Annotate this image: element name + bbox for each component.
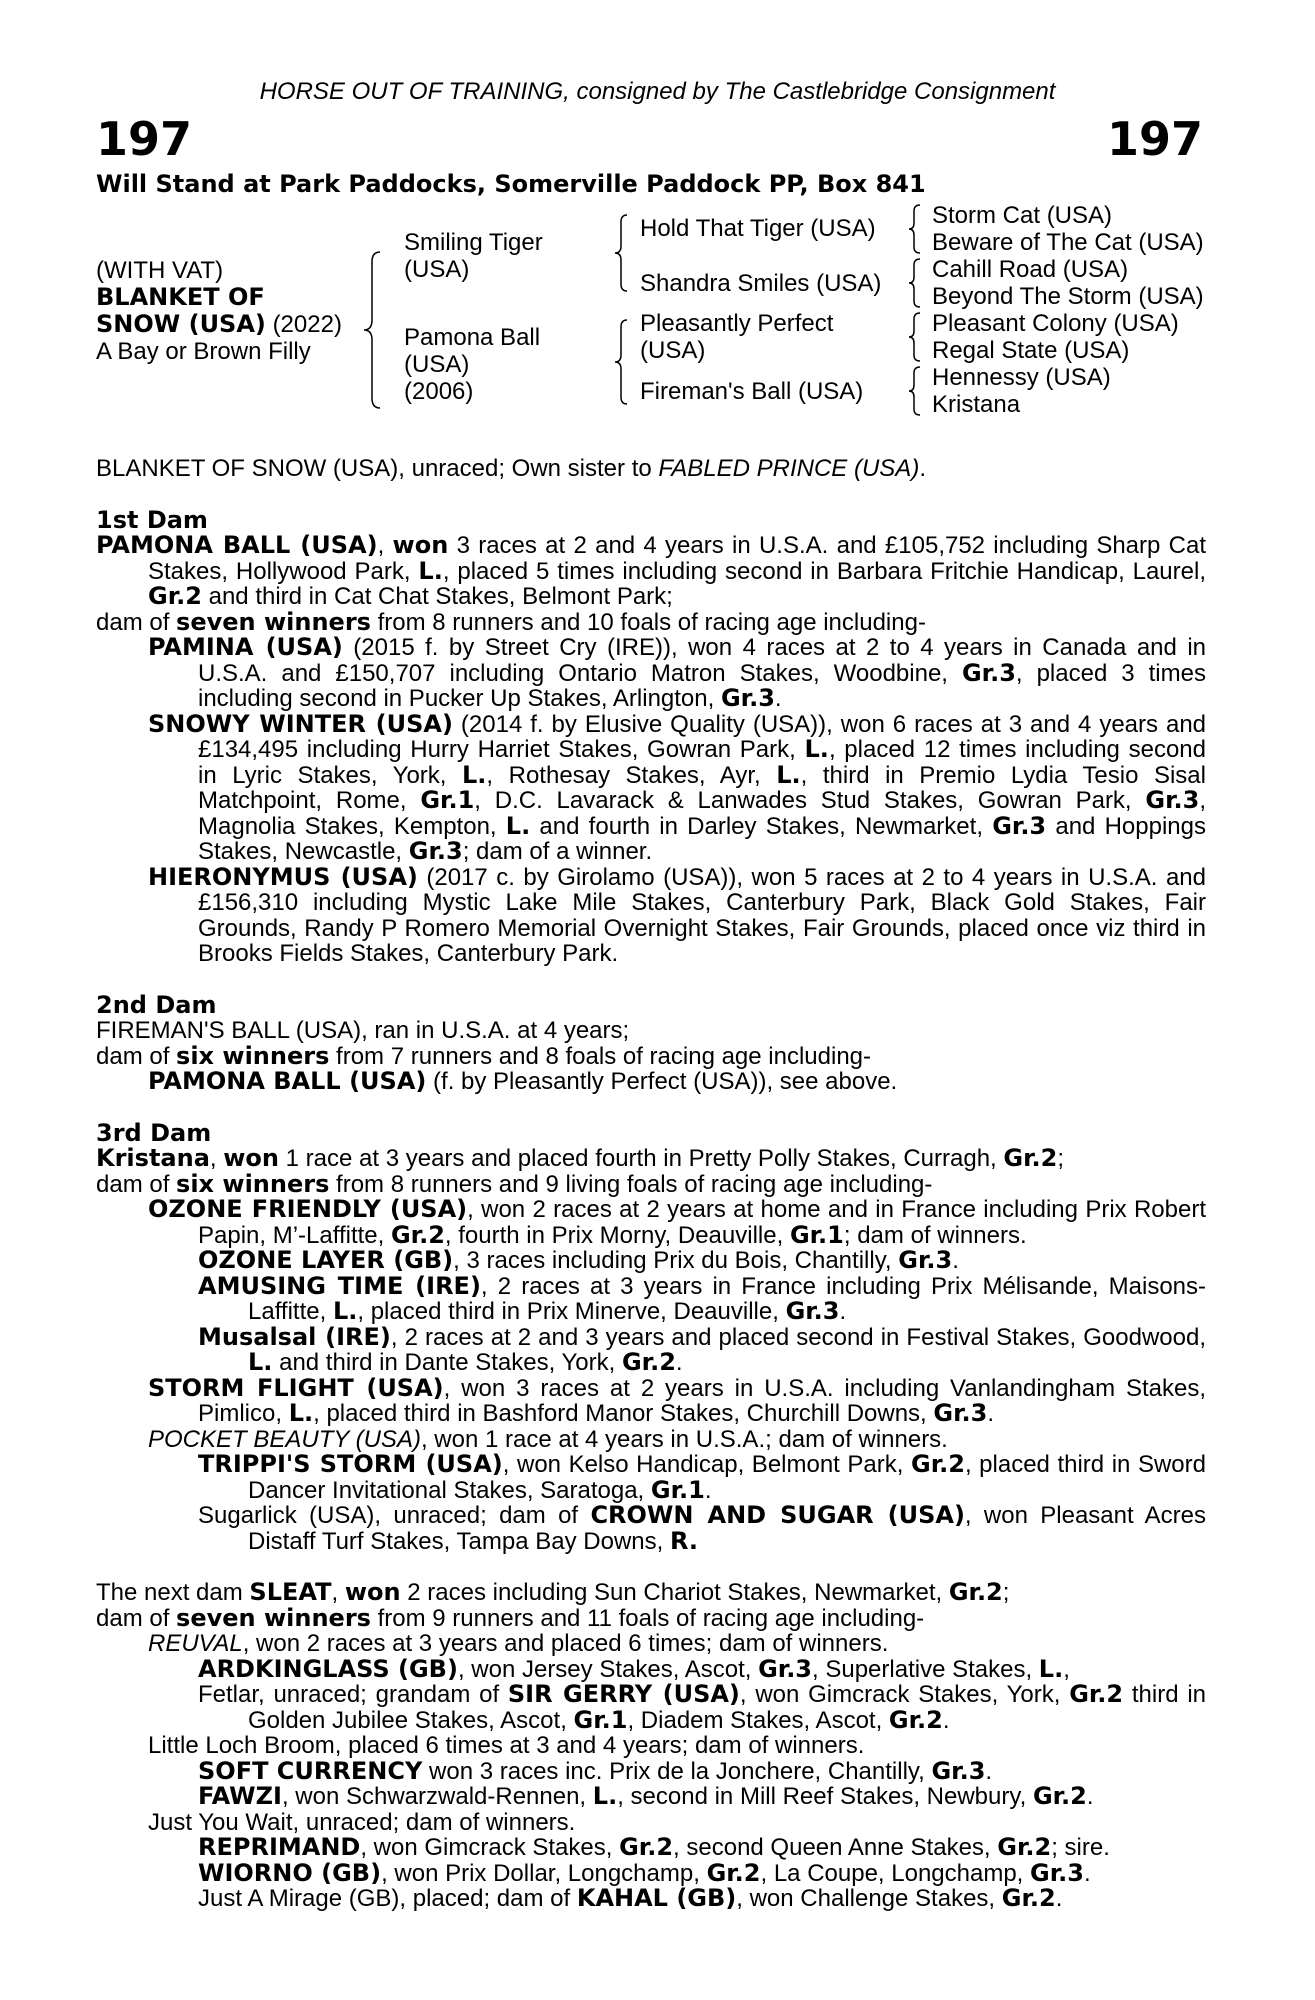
progeny-fetlar: Fetlar, unraced; grandam of SIR GERRY (USA), won Gimcrack Stakes, York, Gr.2 third in Golden Jubilee Stakes, Ascot, Gr.1, Diadem Stakes, Ascot, Gr.2.: [198, 1680, 1207, 1734]
lot-number-right: 197: [1106, 112, 1203, 166]
progeny-amusing-time: AMUSING TIME (IRE), 2 races at 3 years in France including Prix Mélisande, Maisons-Laffitte, L., placed third in Prix Minerve, Deauville, Gr.3.: [198, 1271, 1207, 1325]
progeny-ozone-layer: OZONE LAYER (GB), 3 races including Prix du Bois, Chantilly, Gr.3.: [198, 1246, 959, 1274]
progeny-just-a-mirage: Just A Mirage (GB), placed; dam of KAHAL (GB), won Challenge Stakes, Gr.2.: [198, 1884, 1063, 1912]
horse-description: A Bay or Brown Filly: [96, 338, 311, 365]
progeny-pamina: PAMINA (USA) (2015 f. by Street Cry (IRE)), won 4 races at 2 to 4 years in Canada and in U.S.A. and £150,707 including Ontario Matron Stakes, Woodbine, Gr.3, placed 3 times including second in Pucker Up Stakes, Arlington, Gr.3.: [148, 633, 1206, 712]
first-dam-produce-summary: dam of seven winners from 8 runners and 10 foals of racing age including-: [96, 607, 926, 636]
sire-dam-sire: Cahill Road (USA): [932, 256, 1129, 283]
progeny-little-loch-broom: Little Loch Broom, placed 6 times at 3 and 4 years; dam of winners.: [148, 1732, 865, 1759]
lot-number-left: 197: [96, 112, 193, 166]
progeny-fawzi: FAWZI, won Schwarzwald-Rennen, L., second in Mill Reef Stakes, Newbury, Gr.2.: [198, 1782, 1094, 1810]
brace-ds: [908, 311, 922, 363]
dam-name-line2: (USA): [404, 351, 470, 378]
brace-generation-1: [362, 250, 384, 410]
progeny-just-you-wait: Just You Wait, unraced; dam of winners.: [148, 1808, 576, 1836]
catalogue-body: [96, 456, 1206, 1912]
horse-year: (2022): [272, 311, 342, 338]
dam-sire-sire: Pleasant Colony (USA): [932, 310, 1179, 337]
progeny-wiorno: WIORNO (GB), won Prix Dollar, Longchamp, Gr.2, La Coupe, Longchamp, Gr.3.: [198, 1858, 1091, 1887]
stand-info: Will Stand at Park Paddocks, Somerville Paddock PP, Box 841: [96, 170, 926, 198]
progeny-reprimand: REPRIMAND, won Gimcrack Stakes, Gr.2, second Queen Anne Stakes, Gr.2; sire.: [198, 1833, 1110, 1861]
horse-name-line2: [96, 311, 342, 338]
third-dam-produce-summary: dam of six winners from 8 runners and 9 living foals of racing age including-: [96, 1169, 933, 1198]
brace-ss: [908, 203, 922, 255]
dam-name-line1: Pamona Ball: [404, 324, 541, 351]
progeny-reuval: REUVAL, won 2 races at 3 years and placed 6 times; dam of winners.: [148, 1630, 889, 1657]
dam-dam-sire: Hennessy (USA): [932, 364, 1111, 391]
dam-sire-line1: Pleasantly Perfect: [640, 310, 834, 337]
progeny-storm-flight: STORM FLIGHT (USA), won 3 races at 2 years in U.S.A. including Vanlandingham Stakes, Pimlico, L., placed third in Bashford Manor Stakes, Churchill Downs, Gr.3.: [148, 1373, 1206, 1427]
first-dam-record: PAMONA BALL (USA), won 3 races at 2 and 4 years in U.S.A. and £105,752 including Sharp Cat Stakes, Hollywood Park, L., placed 5 times including second in Barbara Fritchie Handicap, Laurel, Gr.2 and third in Cat Chat Stakes, Belmont Park;: [96, 531, 1206, 610]
dam-sire-line2: (USA): [640, 337, 706, 364]
progeny-soft-currency: SOFT CURRENCY won 3 races inc. Prix de la Jonchere, Chantilly, Gr.3.: [198, 1756, 993, 1785]
second-dam-produce-summary: dam of six winners from 7 runners and 8 foals of racing age including-: [96, 1041, 872, 1070]
sire-dam-dam: Beyond The Storm (USA): [932, 283, 1204, 310]
consignment-header: HORSE OUT OF TRAINING, consigned by The Castlebridge Consignment: [259, 78, 1056, 105]
dam-sire-dam: Regal State (USA): [932, 337, 1130, 364]
next-dam-record: The next dam SLEAT, won 2 races including Sun Chariot Stakes, Newmarket, Gr.2;: [96, 1578, 1010, 1606]
sire-dam: Shandra Smiles (USA): [640, 270, 882, 297]
brace-sire-line: [614, 213, 630, 293]
brace-dam-line: [614, 318, 630, 406]
second-dam-heading: 2nd Dam: [96, 990, 217, 1019]
own-sister-name: FABLED PRINCE (USA): [658, 455, 920, 482]
progeny-hieronymus: HIERONYMUS (USA) (2017 c. by Girolamo (USA)), won 5 races at 2 to 4 years in U.S.A. and £156,310 including Mystic Lake Mile Stakes, Canterbury Park, Black Gold Stakes, Fair Grounds, Randy P Romero Memorial Overnight Stakes, Fair Grounds, placed once viz third in Brooks Fields Stakes, Canterbury Park.: [148, 862, 1206, 967]
dam-name-line3: (2006): [404, 378, 474, 405]
first-dam-heading: 1st Dam: [96, 505, 208, 534]
progeny-sugarlick: Sugarlick (USA), unraced; dam of CROWN AND SUGAR (USA), won Pleasant Acres Distaff Turf Stakes, Tampa Bay Downs, R.: [198, 1501, 1207, 1555]
horse-name-line1: BLANKET OF: [96, 283, 265, 311]
progeny-pocket-beauty: POCKET BEAUTY (USA), won 1 race at 4 years in U.S.A.; dam of winners.: [148, 1425, 948, 1453]
sire-name-line2: (USA): [404, 256, 470, 283]
sire-sire: Hold That Tiger (USA): [640, 215, 876, 242]
progeny-musalsal: Musalsal (IRE), 2 races at 2 and 3 years and placed second in Festival Stakes, Goodwood, L. and third in Dante Stakes, York, Gr.2.: [198, 1322, 1207, 1376]
sire-sire-sire: Storm Cat (USA): [932, 202, 1113, 229]
progeny-snowy-winter: SNOWY WINTER (USA) (2014 f. by Elusive Quality (USA)), won 6 races at 3 and 4 years and £134,495 including Hurry Harriet Stakes, Gowran Park, L., placed 12 times including second in Lyric Stakes, York, L., Rothesay Stakes, Ayr, L., third in Premio Lydia Tesio Sisal Matchpoint, Rome, Gr.1, D.C. Lavarack & Lanwades Stud Stakes, Gowran Park, Gr.3, Magnolia Stakes, Kempton, L. and fourth in Darley Stakes, Newmarket, Gr.3 and Hoppings Stakes, Newcastle, Gr.3; dam of a winner.: [148, 709, 1207, 865]
third-dam-heading: 3rd Dam: [96, 1118, 212, 1147]
brace-sd: [908, 257, 922, 309]
progeny-ardkinglass: ARDKINGLASS (GB), won Jersey Stakes, Ascot, Gr.3, Superlative Stakes, L.,: [198, 1654, 1070, 1683]
sire-name-line1: Smiling Tiger: [404, 229, 543, 256]
dam-dam-dam: Kristana: [932, 391, 1021, 418]
next-dam-produce-summary: dam of seven winners from 9 runners and 11 foals of racing age including-: [96, 1603, 925, 1632]
dam-dam: Fireman's Ball (USA): [640, 378, 864, 405]
progeny-pamona-ball: PAMONA BALL (USA) (f. by Pleasantly Perfect (USA)), see above.: [148, 1067, 898, 1095]
progeny-ozone-friendly: OZONE FRIENDLY (USA), won 2 races at 2 years at home and in France including Prix Robert Papin, M’-Laffitte, Gr.2, fourth in Prix Morny, Deauville, Gr.1; dam of winners.: [148, 1195, 1207, 1249]
third-dam-record: Kristana, won 1 race at 3 years and placed fourth in Pretty Polly Stakes, Curragh, Gr.2;: [96, 1144, 1064, 1172]
intro-line: BLANKET OF SNOW (USA), unraced; Own sister to FABLED PRINCE (USA).: [96, 455, 926, 482]
second-dam-record: FIREMAN'S BALL (USA), ran in U.S.A. at 4 years;: [96, 1017, 630, 1044]
horse-vat: (WITH VAT): [96, 257, 224, 284]
progeny-trippis-storm: TRIPPI'S STORM (USA), won Kelso Handicap, Belmont Park, Gr.2, placed third in Sword Dancer Invitational Stakes, Saratoga, Gr.1.: [198, 1450, 1206, 1504]
horse-name: SNOW (USA): [96, 310, 266, 338]
brace-dd: [908, 365, 922, 417]
sire-sire-dam: Beware of The Cat (USA): [932, 229, 1204, 256]
